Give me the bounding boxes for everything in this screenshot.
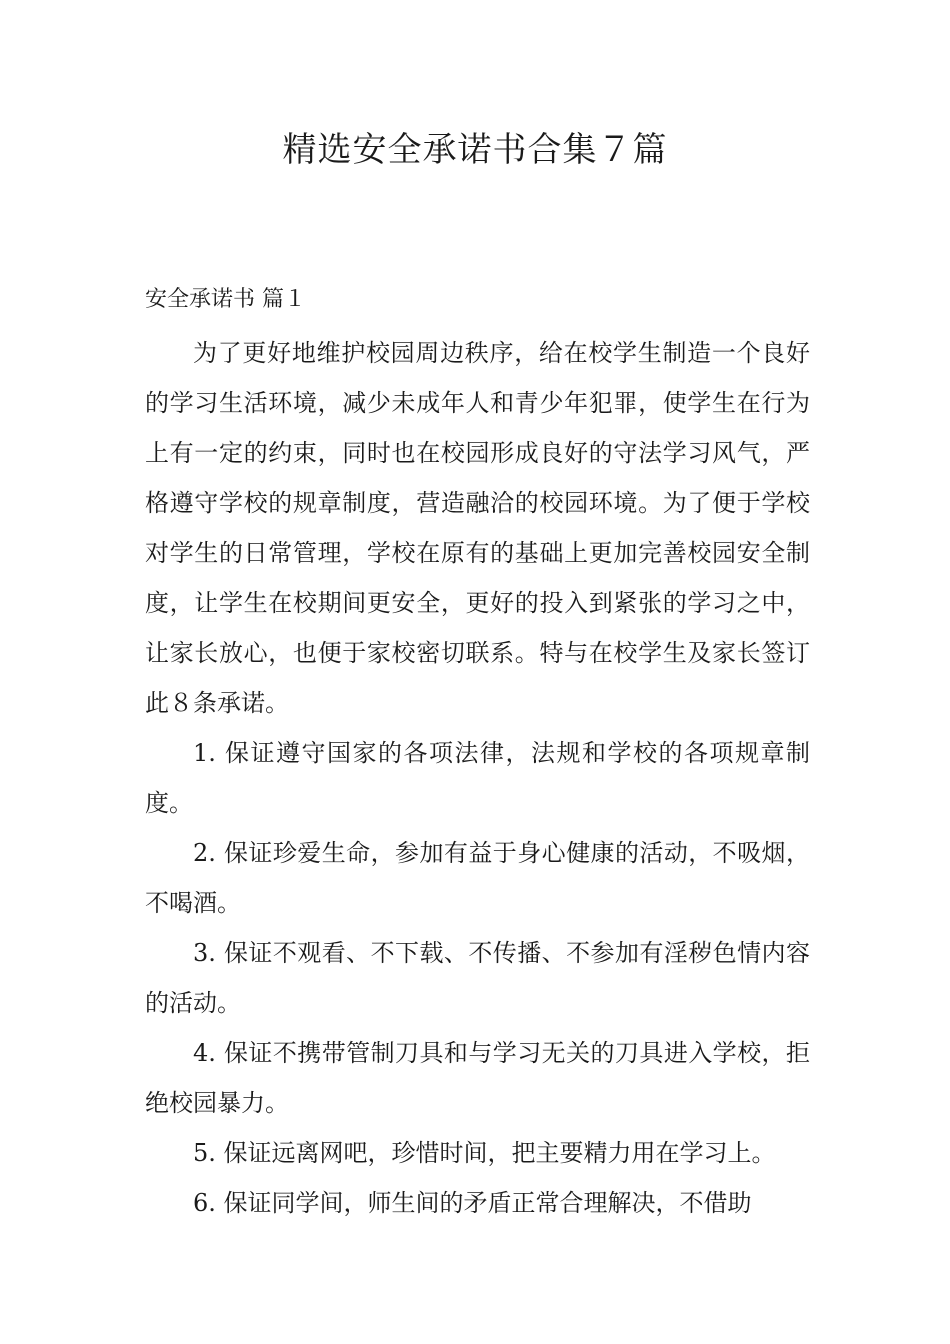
- document-body: [145, 278, 810, 1228]
- list-item: 5. 保证远离网吧，珍惜时间，把主要精力用在学习上。: [193, 1139, 776, 1167]
- list-item: 2. 保证珍爱生命，参加有益于身心健康的活动，不吸烟，不喝酒。: [145, 839, 810, 917]
- list-item: 4. 保证不携带管制刀具和与学习无关的刀具进入学校，拒绝校园暴力。: [145, 1039, 810, 1117]
- list-item: 3. 保证不观看、不下载、不传播、不参加有淫秽色情内容的活动。: [145, 939, 810, 1017]
- list-item: 6. 保证同学间，师生间的矛盾正常合理解决，不借助: [193, 1189, 752, 1217]
- document-title: 精选安全承诺书合集７篇: [282, 130, 668, 170]
- intro-paragraph: 为了更好地维护校园周边秩序，给在校学生制造一个良好的学习生活环境，减少未成年人和青少年犯罪，使学生在行为上有一定的约束，同时也在校园形成良好的守法学习风气，严格遵守学校的规章制度，营造融洽的校园环境。为了便于学校对学生的日常管理，学校在原有的基础上更加完善校园安全制度，让学生在校期间更安全，更好的投入到紧张的学习之中，让家长放心，也便于家校密切联系。特与在校学生及家长签订此８条承诺。: [145, 339, 810, 717]
- section-heading: 安全承诺书 篇１: [145, 287, 306, 312]
- list-item: 1. 保证遵守国家的各项法律，法规和学校的各项规章制度。: [145, 739, 810, 817]
